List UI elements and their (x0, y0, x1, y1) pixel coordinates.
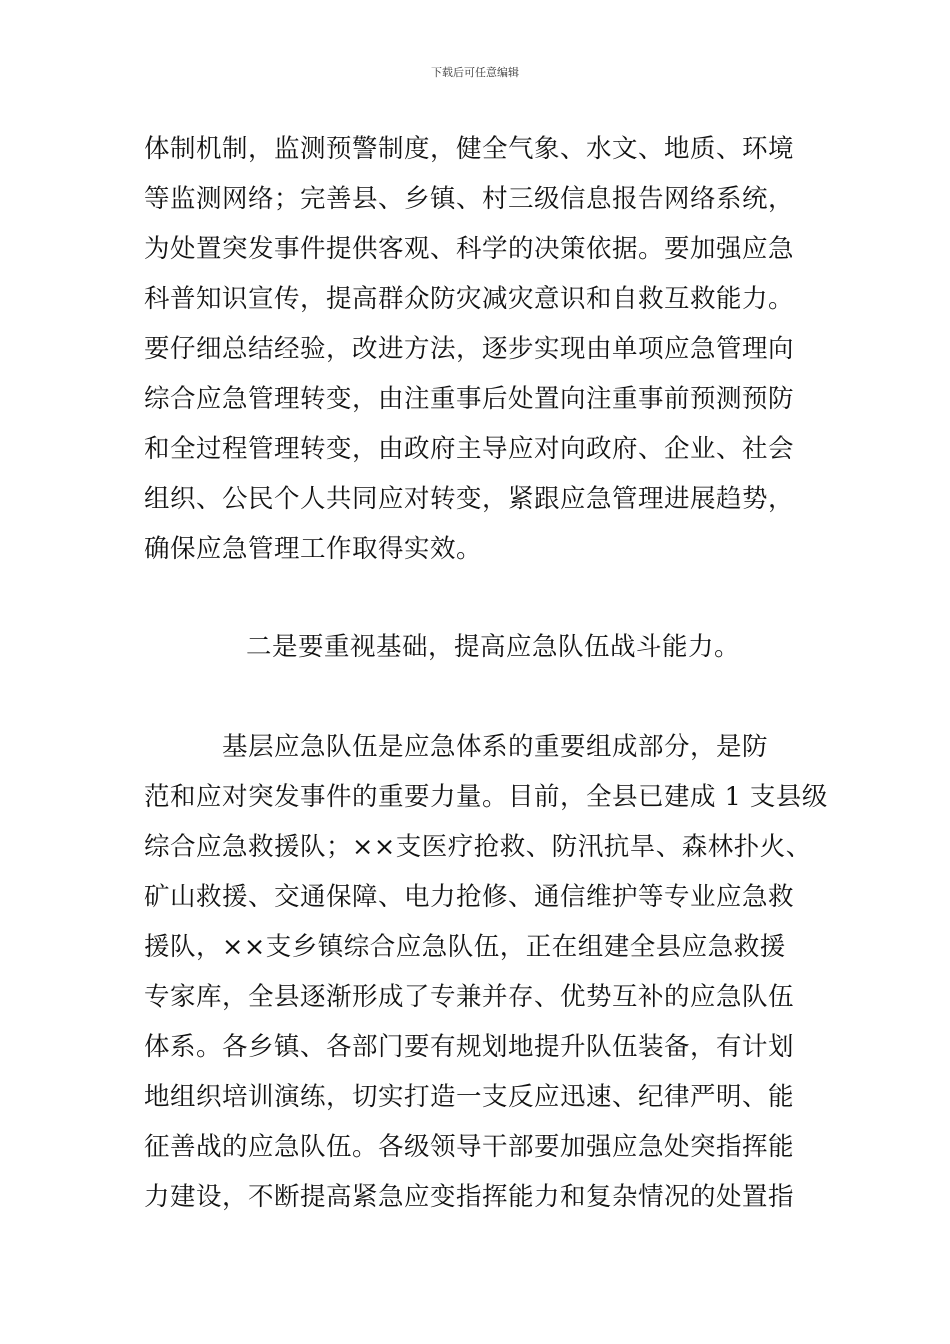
paragraph-line: 综合应急管理转变，由注重事后处置向注重事前预测预防 (144, 384, 795, 414)
section-heading: 二是要重视基础，提高应急队伍战斗能力。 (246, 632, 741, 662)
paragraph-line: 综合应急救援队；××支医疗抢救、防汛抗旱、森林扑火、 (144, 832, 812, 862)
paragraph-line: 科普知识宣传，提高群众防灾减灾意识和自救互救能力。 (144, 284, 795, 314)
paragraph-line: 为处置突发事件提供客观、科学的决策依据。要加强应急 (144, 234, 795, 264)
paragraph-line: 确保应急管理工作取得实效。 (144, 534, 483, 564)
paragraph-line: 体系。各乡镇、各部门要有规划地提升队伍装备，有计划 (144, 1032, 795, 1062)
paragraph-line: 征善战的应急队伍。各级领导干部要加强应急处突指挥能 (144, 1132, 795, 1162)
paragraph-line: 组织、公民个人共同应对转变，紧跟应急管理进展趋势， (144, 484, 795, 514)
header-note: 下载后可任意编辑 (431, 66, 519, 79)
paragraph-line: 援队，××支乡镇综合应急队伍，正在组建全县应急救援 (144, 932, 786, 962)
paragraph-line: 地组织培训演练，切实打造一支反应迅速、纪律严明、能 (144, 1082, 795, 1112)
paragraph-line: 范和应对突发事件的重要力量。目前，全县已建成 1 支县级 (144, 782, 828, 812)
paragraph-line: 等监测网络；完善县、乡镇、村三级信息报告网络系统， (144, 184, 795, 214)
paragraph-line: 体制机制，监测预警制度，健全气象、水文、地质、环境 (144, 134, 795, 164)
paragraph-line: 专家库，全县逐渐形成了专兼并存、优势互补的应急队伍 (144, 982, 795, 1012)
paragraph-line: 基层应急队伍是应急体系的重要组成部分，是防 (144, 732, 769, 762)
paragraph-line: 力建设，不断提高紧急应变指挥能力和复杂情况的处置指 (144, 1182, 795, 1212)
paragraph-line: 矿山救援、交通保障、电力抢修、通信维护等专业应急救 (144, 882, 795, 912)
paragraph-line: 和全过程管理转变，由政府主导应对向政府、企业、社会 (144, 434, 795, 464)
paragraph-line: 要仔细总结经验，改进方法，逐步实现由单项应急管理向 (144, 334, 795, 364)
